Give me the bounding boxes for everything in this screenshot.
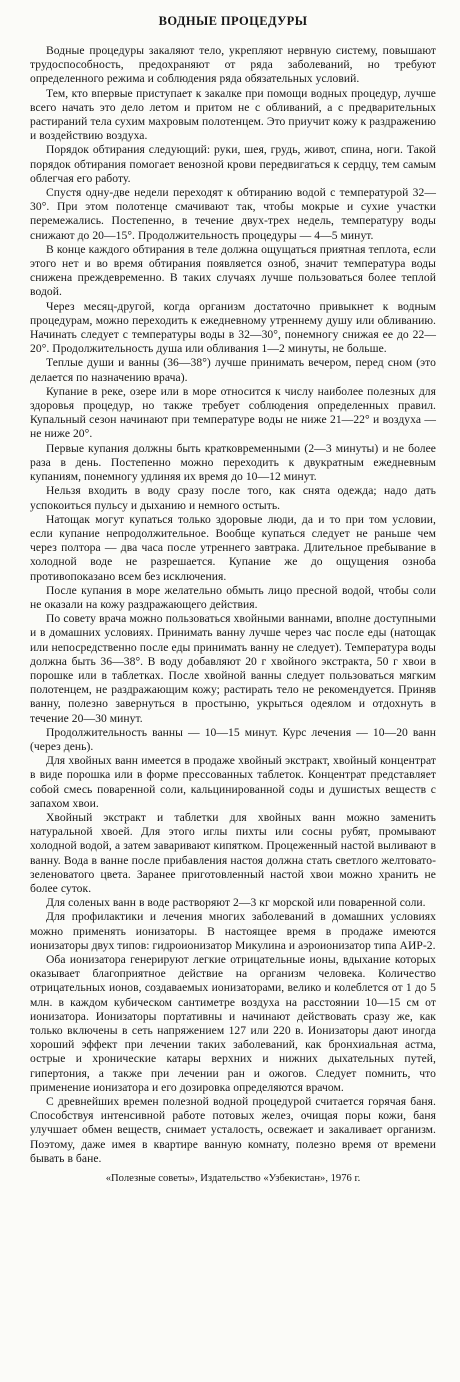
article-body (30, 44, 436, 1166)
paragraph: Через месяц-другой, когда организм достаточно привыкнет к водным процедурам, можно переходить к ежедневному утреннему душу или обливанию. Начинать следует с температуры воды в 32—30°, понемногу снижая ее до 22—20°. Продолжительность душа или обливания 1—2 минуты, не больше. (30, 299, 436, 356)
paragraph: Теплые души и ванны (36—38°) лучше принимать вечером, перед сном (это делается по назначению врача). (30, 356, 436, 384)
paragraph: По совету врача можно пользоваться хвойными ваннами, вполне доступными и в домашних условиях. Принимать ванну лучше через час после еды (натощак или непосредственно после еды принимать ванну не следует). Температура воды должна быть 36—38°. В воду добавляют 20 г хвойного экстракта, 50 г хвои в порошке или в таблетках. После хвойной ванны следует пользоваться мягким полотенцем, не раздражающим кожу; растирать тело не рекомендуется. Приняв ванну, полезно завернуться в простыню, укрыться одеялом и отдохнуть в течение 20—30 минут. (30, 612, 436, 725)
paragraph: Спустя одну-две недели переходят к обтиранию водой с температурой 32—30°. При этом полотенце смачивают так, чтобы мокрые и сухие участки перемежались. Постепенно, в течение двух-трех недель, температуру воды снижают до 20—15°. Продолжительность процедуры — 4—5 минут. (30, 186, 436, 242)
source-citation: «Полезные советы», Издательство «Узбекистан», 1976 г. (105, 1173, 361, 1185)
paragraph: Для профилактики и лечения многих заболеваний в домашних условиях можно применять ионизаторы. В настоящее время в продаже имеются ионизаторы двух типов: гидроионизатор Микулина и аэроионизатор типа АИР-2. (30, 910, 436, 952)
paragraph: Первые купания должны быть кратковременными (2—3 минуты) и не более раза в день. Постепенно можно переходить к двукратным ежедневным купаниям, понемногу удлиняя их время до 10—12 минут. (30, 441, 436, 484)
paragraph: Для соленых ванн в воде растворяют 2—3 кг морской или поваренной соли. (46, 896, 426, 910)
paragraph: В конце каждого обтирания в теле должна ощущаться приятная теплота, если этого нет и во время обтирания появляется озноб, значит температура воды снижена преждевременно. В таких случаях лучше пользоваться более теплой водой. (30, 242, 436, 299)
paragraph: Хвойный экстракт и таблетки для хвойных ванн можно заменить натуральной хвоей. Для этого иглы пихты или сосны рубят, промывают холодной водой, а затем заваривают кипятком. Процеженный настой выливают в ванну. Вода в ванне после прибавления настоя должна стать светлого желтовато-зеленоватого цвета. Заранее приготовленный настой хвои можно хранить не более суток. (30, 810, 436, 895)
paragraph: Тем, кто впервые приступает к закалке при помощи водных процедур, лучше всего начать это дело летом и притом не с обливаний, а с предварительных растираний тела сухим махровым полотенцем. Это приучит кожу к раздражению и воздействию воздуха. (30, 86, 436, 143)
paragraph: Купание в реке, озере или в море относится к числу наиболее полезных для здоровья процедур, но также требует соблюдения определенных правил. Купальный сезон начинают при температуре воды не ниже 21—22° и воздуха — не ниже 20°. (30, 384, 436, 441)
paragraph: Продолжительность ванны — 10—15 минут. Курс лечения — 10—20 ванн (через день). (30, 725, 436, 753)
paragraph: Водные процедуры закаляют тело, укрепляют нервную систему, повышают трудоспособность, предохраняют от ряда заболеваний, но требуют определенного режима и соблюдения ряда обязательных условий. (30, 44, 436, 86)
paragraph: С древнейших времен полезной водной процедурой считается горячая баня. Способствуя интенсивной работе потовых желез, очищая поры кожи, баня улучшает обмен веществ, снимает усталость, освежает и закаливает организм. Поэтому, даже имея в квартире ванную комнату, полезно время от времени бывать в бане. (30, 1095, 436, 1165)
paragraph: Для хвойных ванн имеется в продаже хвойный экстракт, хвойный концентрат в виде порошка или в форме прессованных таблеток. Концентрат представляет собой смесь поваренной соли, кальцинированной соды и душистых веществ с запахом хвои. (30, 754, 436, 810)
paragraph: Оба ионизатора генерируют легкие отрицательные ионы, вдыхание которых оказывает благоприятное действие на организм человека. Количество отрицательных ионов, создаваемых ионизаторами, велико и колеблется от 1 до 5 млн. в каждом кубическом сантиметре воздуха на расстоянии 10—15 см от ионизатора. Ионизаторы портативны и начинают действовать сразу же, как только включены в сеть напряжением 127 или 220 в. Ионизаторы дают иногда хороший эффект при лечении таких заболеваний, как бронхиальная астма, острые и хронические катары верхних и нижних дыхательных путей, гипертония, а также при лечении ран и ожогов. Следует помнить, что применение ионизатора и его дозировка определяются врачом. (30, 953, 436, 1094)
paragraph: После купания в море желательно обмыть лицо пресной водой, чтобы соли не оказали на кожу раздражающего действия. (30, 583, 436, 611)
paragraph: Нельзя входить в воду сразу после того, как снята одежда; надо дать успокоиться пульсу и дыханию и немного остыть. (30, 484, 436, 512)
paragraph: Натощак могут купаться только здоровые люди, да и то при том условии, если купание непродолжительное. Вообще купаться следует не раньше чем через полтора — два часа после утреннего завтрака. Длительное пребывание в холодной воде не разрешается. Купание же до ощущения озноба противопоказано всем без исключения. (30, 512, 436, 583)
paragraph: Порядок обтирания следующий: руки, шея, грудь, живот, спина, ноги. Такой порядок обтирания помогает венозной крови передвигаться к сердцу, тем самым облегчая его работу. (30, 143, 436, 185)
article-title: ВОДНЫЕ ПРОЦЕДУРЫ (158, 14, 308, 28)
